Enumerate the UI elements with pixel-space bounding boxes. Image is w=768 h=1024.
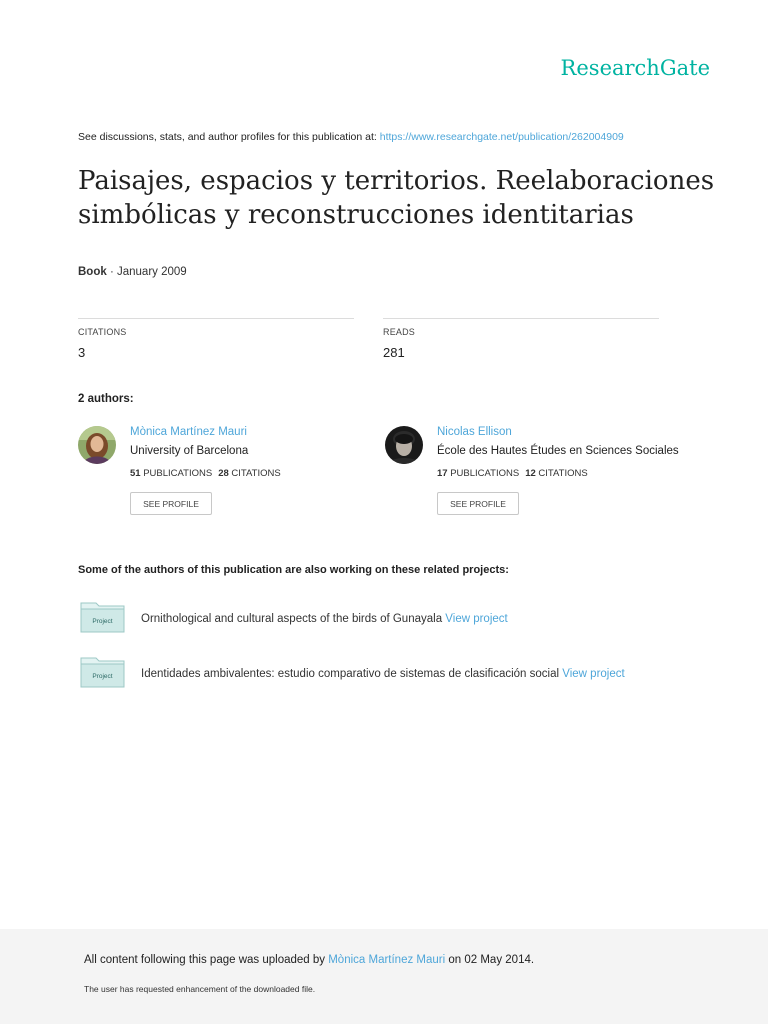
author-institution: École des Hautes Études en Sciences Sociales	[437, 445, 679, 457]
upload-suffix: on 02 May 2014.	[445, 954, 535, 966]
researchgate-logo[interactable]: ResearchGate	[560, 56, 710, 80]
reads-stat	[383, 318, 659, 360]
see-profile-button[interactable]: SEE PROFILE	[130, 492, 212, 515]
citations-label: CITATIONS	[78, 327, 127, 337]
author-card	[385, 426, 725, 526]
citations-stat	[78, 318, 354, 360]
reads-label: READS	[383, 327, 416, 337]
publication-title: Paisajes, espacios y territorios. Reelaboraciones simbólicas y reconstrucciones identitarias	[78, 166, 715, 230]
project-text	[141, 613, 508, 625]
author-citations-count: 12	[525, 468, 536, 479]
publication-date: January 2009	[116, 266, 187, 278]
enhancement-note: The user has requested enhancement of the downloaded file.	[84, 984, 316, 994]
related-projects-heading: Some of the authors of this publication are also working on these related projects:	[78, 564, 509, 576]
discussion-line	[78, 131, 624, 143]
project-title: Ornithological and cultural aspects of the birds of Gunayala	[141, 613, 443, 625]
author-avatar[interactable]	[78, 426, 116, 464]
author-publications-count: 51	[130, 468, 141, 479]
upload-prefix: All content following this page was uploaded by	[84, 954, 329, 966]
citations-value: 3	[78, 345, 86, 360]
publication-type: Book	[78, 266, 107, 278]
author-citations-label: CITATIONS	[231, 468, 281, 479]
see-profile-button[interactable]: SEE PROFILE	[437, 492, 519, 515]
author-stats	[437, 468, 588, 479]
project-folder-icon	[80, 656, 125, 688]
author-citations-label: CITATIONS	[538, 468, 588, 479]
project-item	[80, 656, 720, 690]
authors-heading: 2 authors:	[78, 393, 134, 405]
author-name-link[interactable]: Nicolas Ellison	[437, 426, 512, 438]
view-project-link[interactable]: View project	[562, 668, 625, 680]
author-publications-label: PUBLICATIONS	[143, 468, 213, 479]
author-card	[78, 426, 418, 526]
project-icon-label: Project	[92, 618, 113, 625]
author-institution: University of Barcelona	[130, 445, 249, 457]
author-publications-label: PUBLICATIONS	[450, 468, 520, 479]
view-project-link[interactable]: View project	[445, 613, 508, 625]
meta-separator: ·	[106, 266, 117, 278]
discussion-text: See discussions, stats, and author profiles for this publication at:	[78, 131, 380, 143]
publication-url-link[interactable]: https://www.researchgate.net/publication/262004909	[379, 131, 624, 143]
project-icon-label: Project	[92, 673, 113, 680]
author-publications-count: 17	[437, 468, 448, 479]
author-avatar[interactable]	[385, 426, 423, 464]
project-item	[80, 601, 720, 635]
reads-value: 281	[383, 345, 405, 360]
author-citations-count: 28	[218, 468, 229, 479]
author-name-link[interactable]: Mònica Martínez Mauri	[130, 426, 247, 438]
footer	[0, 929, 768, 1024]
project-text	[141, 668, 625, 680]
project-folder-icon	[80, 601, 125, 633]
upload-info	[84, 954, 534, 966]
project-title: Identidades ambivalentes: estudio comparativo de sistemas de clasificación social	[141, 668, 560, 680]
author-stats	[130, 468, 281, 479]
publication-meta	[78, 266, 187, 278]
uploader-link[interactable]: Mònica Martínez Mauri	[328, 954, 446, 966]
